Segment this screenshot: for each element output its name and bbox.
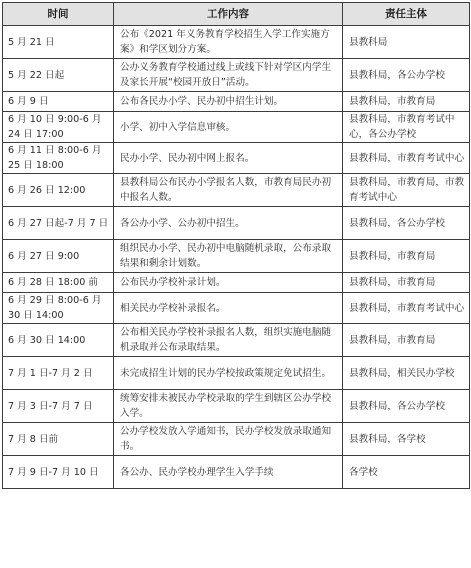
cell-time: 6 月 10 日 9:00-6 月 24 日 17:00	[3, 112, 114, 143]
cell-time: 6 月 9 日	[3, 92, 114, 112]
cell-responsible: 县教科局，相关民办学校	[343, 357, 470, 390]
table-row	[3, 112, 470, 143]
table-row	[3, 143, 470, 174]
cell-time: 7 月 1 日-7 月 2 日	[3, 357, 114, 390]
cell-work-content: 民办小学、民办初中网上报名。	[114, 143, 343, 174]
cell-responsible: 县教科局	[343, 26, 470, 59]
table-row	[3, 174, 470, 207]
cell-time: 6 月 27 日 9:00	[3, 240, 114, 273]
table-row	[3, 59, 470, 92]
table-row	[3, 423, 470, 456]
table-row	[3, 26, 470, 59]
table-row	[3, 293, 470, 324]
cell-responsible: 县教科局，市教育考试中心，各公办学校	[343, 112, 470, 143]
cell-responsible: 县教科局，市教育局	[343, 92, 470, 112]
cell-responsible: 县教科局，各公办学校	[343, 59, 470, 92]
enrollment-schedule-table	[2, 2, 470, 489]
cell-time: 6 月 27 日起-7 月 7 日	[3, 207, 114, 240]
cell-work-content: 公布民办学校补录计划。	[114, 273, 343, 293]
cell-responsible: 县教科局，各学校	[343, 423, 470, 456]
cell-work-content: 小学、初中入学信息审核。	[114, 112, 343, 143]
cell-responsible: 县教科局，各公办学校	[343, 390, 470, 423]
table-row	[3, 357, 470, 390]
cell-time: 7 月 8 日前	[3, 423, 114, 456]
table-row	[3, 456, 470, 489]
cell-work-content: 各公办小学、公办初中招生。	[114, 207, 343, 240]
cell-work-content: 县教科局公布民办小学报名人数，市教育局民办初中报名人数。	[114, 174, 343, 207]
cell-work-content: 公办义务教育学校通过线上或线下针对学区内学生及家长开展“校园开放日”活动。	[114, 59, 343, 92]
table-header-row	[3, 3, 470, 26]
cell-time: 7 月 9 日-7 月 10 日	[3, 456, 114, 489]
cell-work-content: 统筹安排未被民办学校录取的学生到辖区公办学校入学。	[114, 390, 343, 423]
table-row	[3, 240, 470, 273]
cell-responsible: 县教科局，市教育局	[343, 240, 470, 273]
cell-time: 5 月 22 日起	[3, 59, 114, 92]
table-row	[3, 207, 470, 240]
cell-responsible: 县教科局，市教育考试中心	[343, 143, 470, 174]
cell-work-content: 组织民办小学、民办初中电脑随机录取，公布录取结果和剩余计划数。	[114, 240, 343, 273]
cell-time: 6 月 26 日 12:00	[3, 174, 114, 207]
cell-responsible: 县教科局，市教育局	[343, 273, 470, 293]
header-responsible-party: 责任主体	[343, 3, 470, 26]
table-row	[3, 273, 470, 293]
table-row	[3, 324, 470, 357]
cell-time: 6 月 30 日 14:00	[3, 324, 114, 357]
cell-work-content: 公办学校发放入学通知书，民办学校发放录取通知书。	[114, 423, 343, 456]
table-row	[3, 92, 470, 112]
cell-work-content: 相关民办学校补录报名。	[114, 293, 343, 324]
header-time: 时间	[3, 3, 114, 26]
cell-time: 6 月 11 日 8:00-6 月 25 日 18:00	[3, 143, 114, 174]
cell-work-content: 各公办、民办学校办理学生入学手续	[114, 456, 343, 489]
cell-time: 7 月 3 日-7 月 7 日	[3, 390, 114, 423]
cell-time: 6 月 28 日 18:00 前	[3, 273, 114, 293]
cell-work-content: 公布《2021 年义务教育学校招生入学工作实施方案》和学区划分方案。	[114, 26, 343, 59]
header-work-content: 工作内容	[114, 3, 343, 26]
cell-work-content: 公布各民办小学、民办初中招生计划。	[114, 92, 343, 112]
cell-time: 5 月 21 日	[3, 26, 114, 59]
table-row	[3, 390, 470, 423]
cell-time: 6 月 29 日 8:00-6 月 30 日 14:00	[3, 293, 114, 324]
cell-responsible: 县教科局，市教育考试中心	[343, 293, 470, 324]
cell-responsible: 县教科局，市教育局，市教育考试中心	[343, 174, 470, 207]
cell-work-content: 公布相关民办学校补录报名人数，组织实施电脑随机录取并公布录取结果。	[114, 324, 343, 357]
cell-responsible: 县教科局，各公办学校	[343, 207, 470, 240]
cell-responsible: 各学校	[343, 456, 470, 489]
cell-responsible: 县教科局，市教育局	[343, 324, 470, 357]
cell-work-content: 未完成招生计划的民办学校按政策规定免试招生。	[114, 357, 343, 390]
